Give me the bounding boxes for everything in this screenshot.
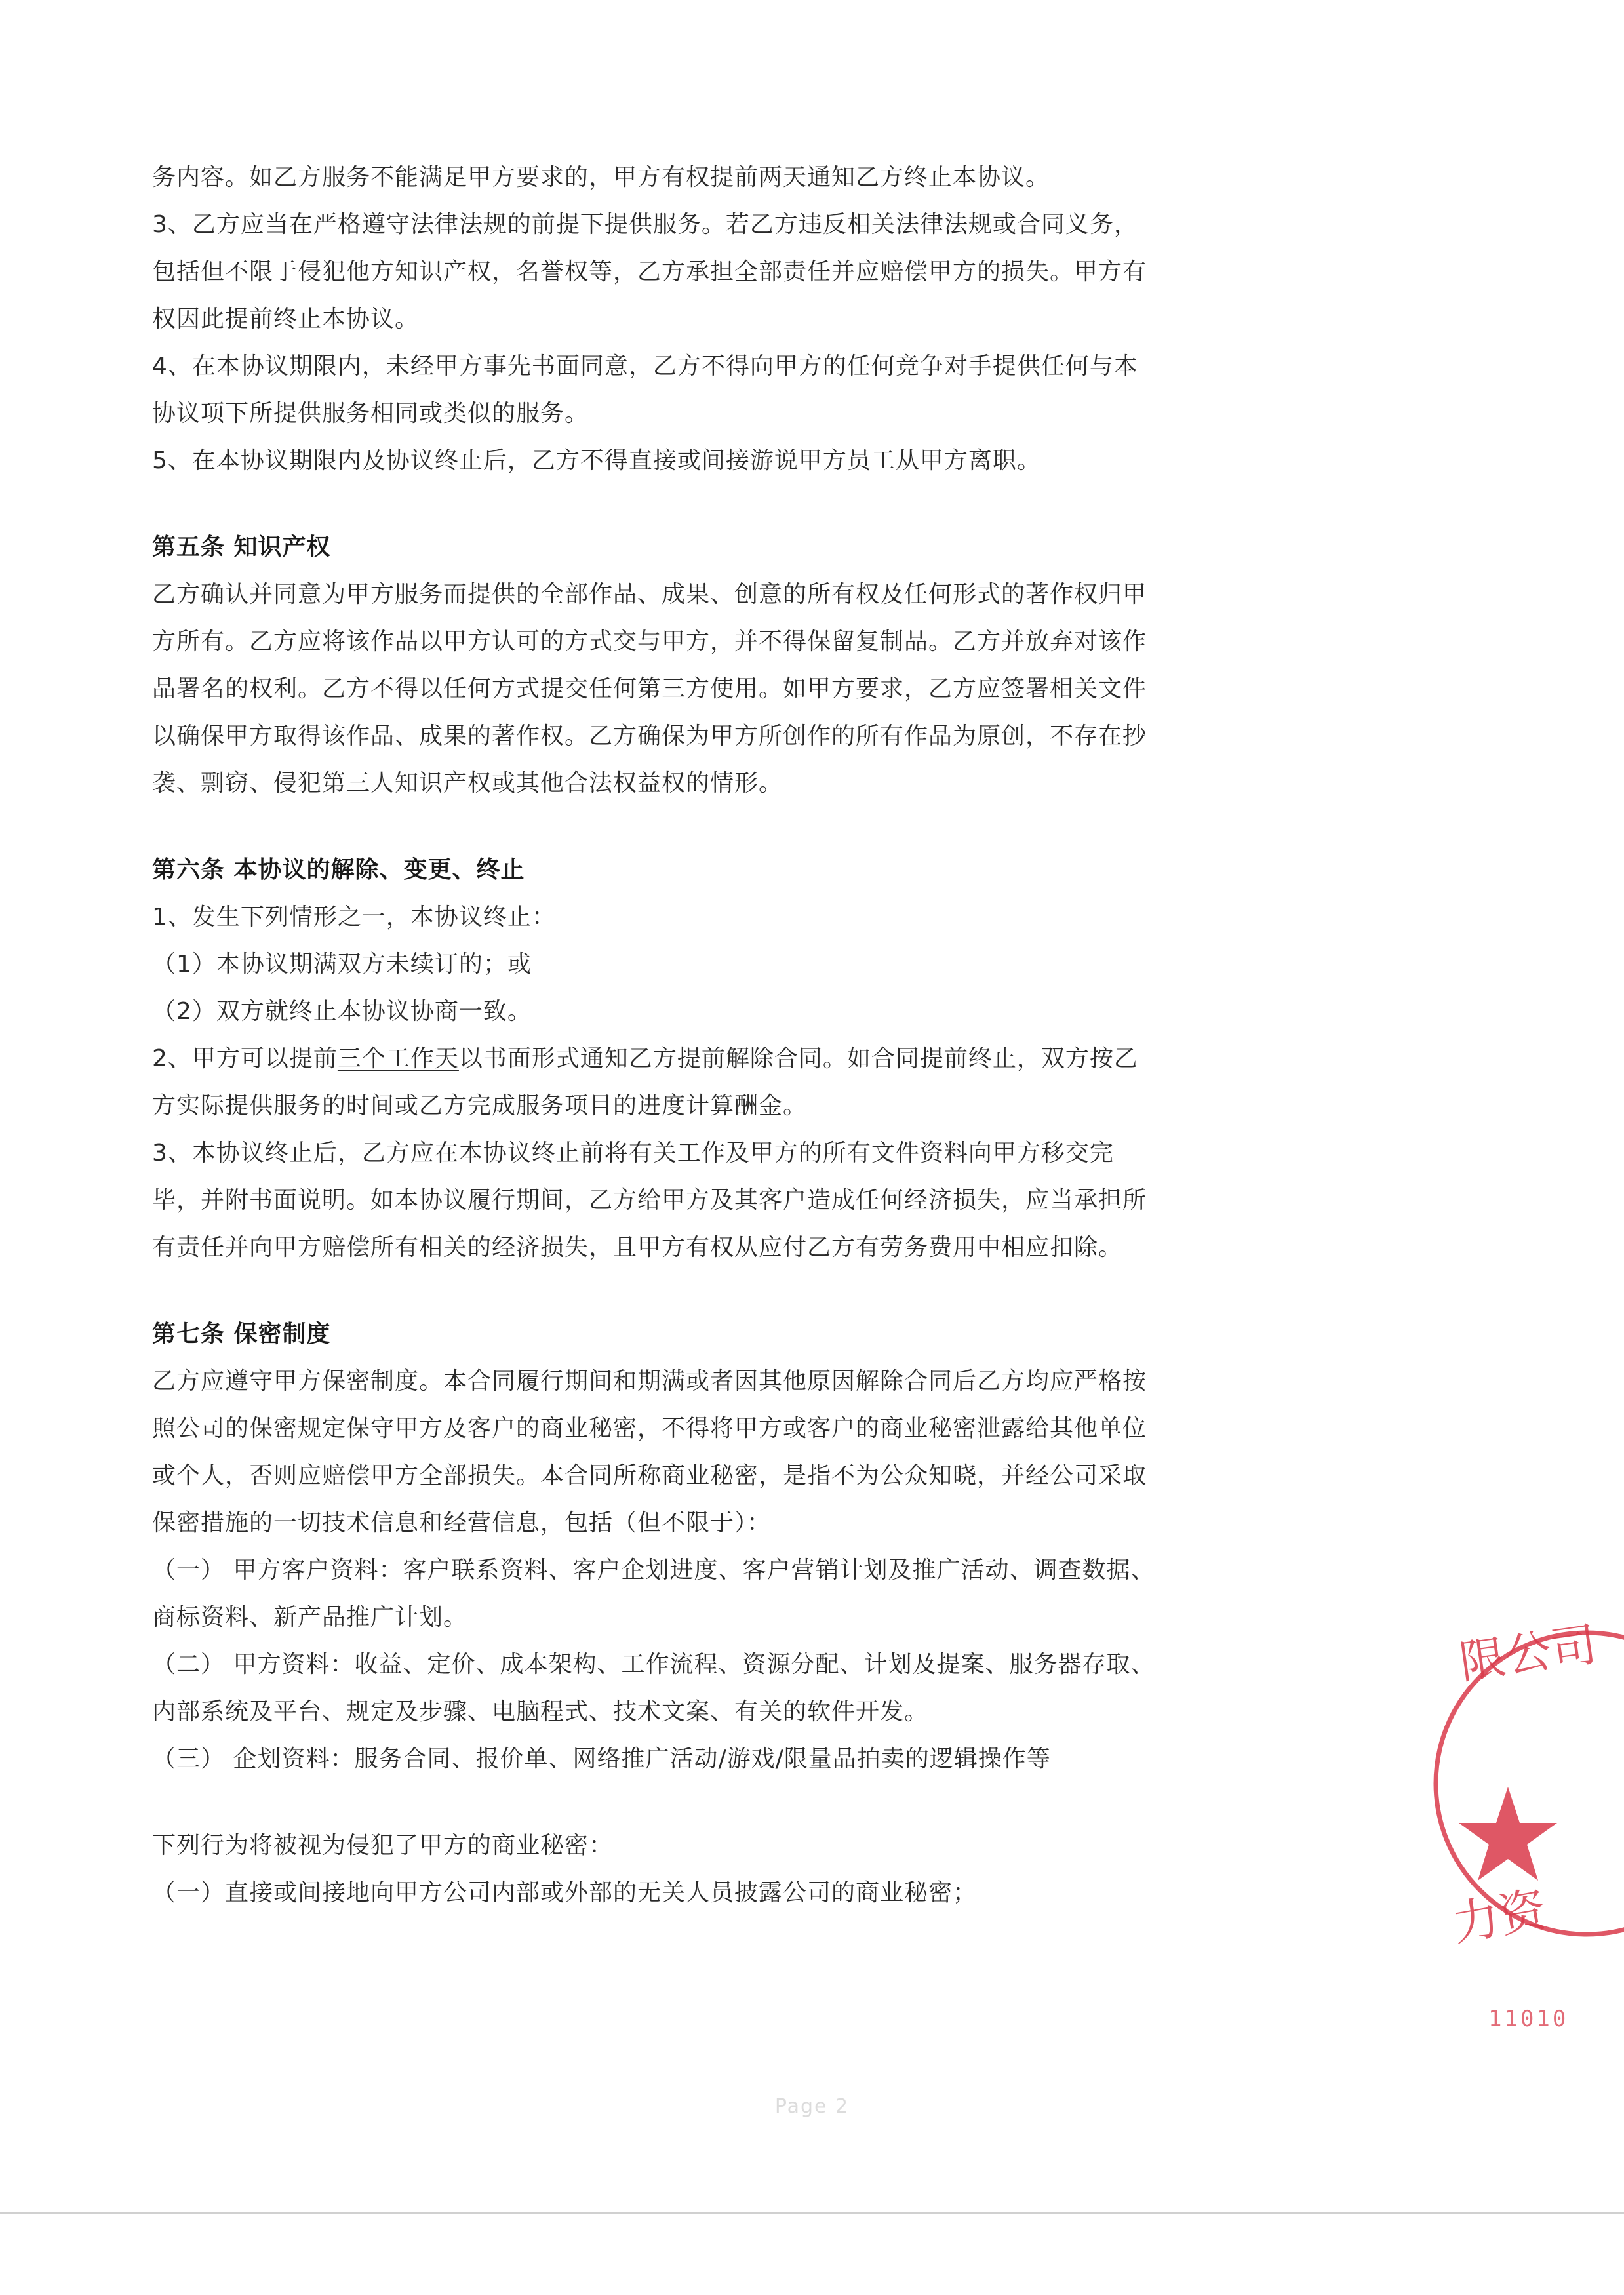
section-6-text: （1）本协议期满双方未续订的；或 (152, 951, 532, 978)
page-number: Page 2 (774, 2095, 850, 2118)
clause-text-line: 务内容。如乙方服务不能满足甲方要求的，甲方有权提前两天通知乙方终止本协议。 (152, 164, 1050, 191)
section-5-text: 乙方确认并同意为甲方服务而提供的全部作品、成果、创意的所有权及任何形式的著作权归甲 (152, 581, 1147, 608)
notice-pre: 2、甲方可以提前 (152, 1045, 338, 1072)
section-7-text: 或个人，否则应赔偿甲方全部损失。本合同所称商业秘密，是指不为公众知晓，并经公司采取 (152, 1462, 1147, 1489)
section-5-text: 袭、剽窃、侵犯第三人知识产权或其他合法权益权的情形。 (152, 770, 783, 797)
notice-period-underlined: 三个工作天 (337, 1045, 459, 1072)
clause-text-line: 5、在本协议期限内及协议终止后，乙方不得直接或间接游说甲方员工从甲方离职。 (152, 447, 1041, 474)
company-seal (1436, 1600, 1624, 2059)
section-7-item: 商标资料、新产品推广计划。 (152, 1604, 468, 1631)
section-7-text: 照公司的保密规定保守甲方及客户的商业秘密，不得将甲方或客户的商业秘密泄露给其他单位 (152, 1415, 1147, 1442)
section-6-text-notice (152, 1035, 1372, 1083)
section-6-text: 方实际提供服务的时间或乙方完成服务项目的进度计算酬金。 (152, 1092, 808, 1119)
section-7-item: （二） 甲方资料：收益、定价、成本架构、工作流程、资源分配、计划及提案、服务器存取、 (152, 1651, 1155, 1678)
section-7-text: 保密措施的一切技术信息和经营信息，包括（但不限于）： (152, 1509, 772, 1536)
section-6-text: 1、发生下列情形之一，本协议终止： (152, 904, 556, 930)
clause-text-line: 4、在本协议期限内，未经甲方事先书面同意，乙方不得向甲方的任何竞争对手提供任何与本 (152, 353, 1138, 380)
section-7-item: （三） 企划资料：服务合同、报价单、网络推广活动/游戏/限量品拍卖的逻辑操作等 (152, 1746, 1051, 1772)
infringement-item: （一）直接或间接地向甲方公司内部或外部的无关人员披露公司的商业秘密； (152, 1879, 978, 1906)
page-body (152, 154, 1372, 1917)
seal-code: 11010 (1488, 2006, 1569, 2032)
section-6-text: （2）双方就终止本协议协商一致。 (152, 998, 532, 1025)
clause-text-line: 包括但不限于侵犯他方知识产权，名誉权等，乙方承担全部责任并应赔偿甲方的损失。甲方有 (152, 258, 1147, 285)
clause-text-line: 权因此提前终止本协议。 (152, 306, 420, 332)
section-7-item: （一） 甲方客户资料：客户联系资料、客户企划进度、客户营销计划及推广活动、调查数据、 (152, 1557, 1155, 1584)
section-5-text: 方所有。乙方应将该作品以甲方认可的方式交与甲方，并不得保留复制品。乙方并放弃对该作 (152, 628, 1147, 655)
section-6-text: 3、本协议终止后，乙方应在本协议终止前将有关工作及甲方的所有文件资料向甲方移交完 (152, 1140, 1114, 1167)
section-6-text: 毕，并附书面说明。如本协议履行期间，乙方给甲方及其客户造成任何经济损失，应当承担所 (152, 1187, 1147, 1214)
section-5-text: 品署名的权利。乙方不得以任何方式提交任何第三方使用。如甲方要求，乙方应签署相关文件 (152, 675, 1147, 702)
section-7-heading: 第七条 保密制度 (152, 1321, 331, 1347)
seal-text-top: 限公司 (1456, 1617, 1600, 1690)
clause-text-line: 3、乙方应当在严格遵守法律法规的前提下提供服务。若乙方违反相关法律法规或合同义务， (152, 211, 1138, 238)
section-6-heading: 第六条 本协议的解除、变更、终止 (152, 856, 525, 883)
infringement-intro: 下列行为将被视为侵犯了甲方的商业秘密： (152, 1832, 614, 1859)
seal-text-side: 力资 (1448, 1881, 1551, 1952)
clause-text-line: 协议项下所提供服务相同或类似的服务。 (152, 400, 589, 427)
section-5-text: 以确保甲方取得该作品、成果的著作权。乙方确保为甲方所创作的所有作品为原创，不存在抄 (152, 723, 1147, 749)
section-7-item: 内部系统及平台、规定及步骤、电脑程式、技术文案、有关的软件开发。 (152, 1698, 929, 1725)
section-6-text: 有责任并向甲方赔偿所有相关的经济损失，且甲方有权从应付乙方有劳务费用中相应扣除。 (152, 1234, 1123, 1261)
section-5-heading: 第五条 知识产权 (152, 534, 331, 561)
seal-star-icon (1459, 1787, 1557, 1881)
scan-edge-divider (0, 2212, 1624, 2214)
notice-post: 以书面形式通知乙方提前解除合同。如合同提前终止，双方按乙 (458, 1045, 1138, 1072)
section-7-text: 乙方应遵守甲方保密制度。本合同履行期间和期满或者因其他原因解除合同后乙方均应严格按 (152, 1368, 1147, 1395)
